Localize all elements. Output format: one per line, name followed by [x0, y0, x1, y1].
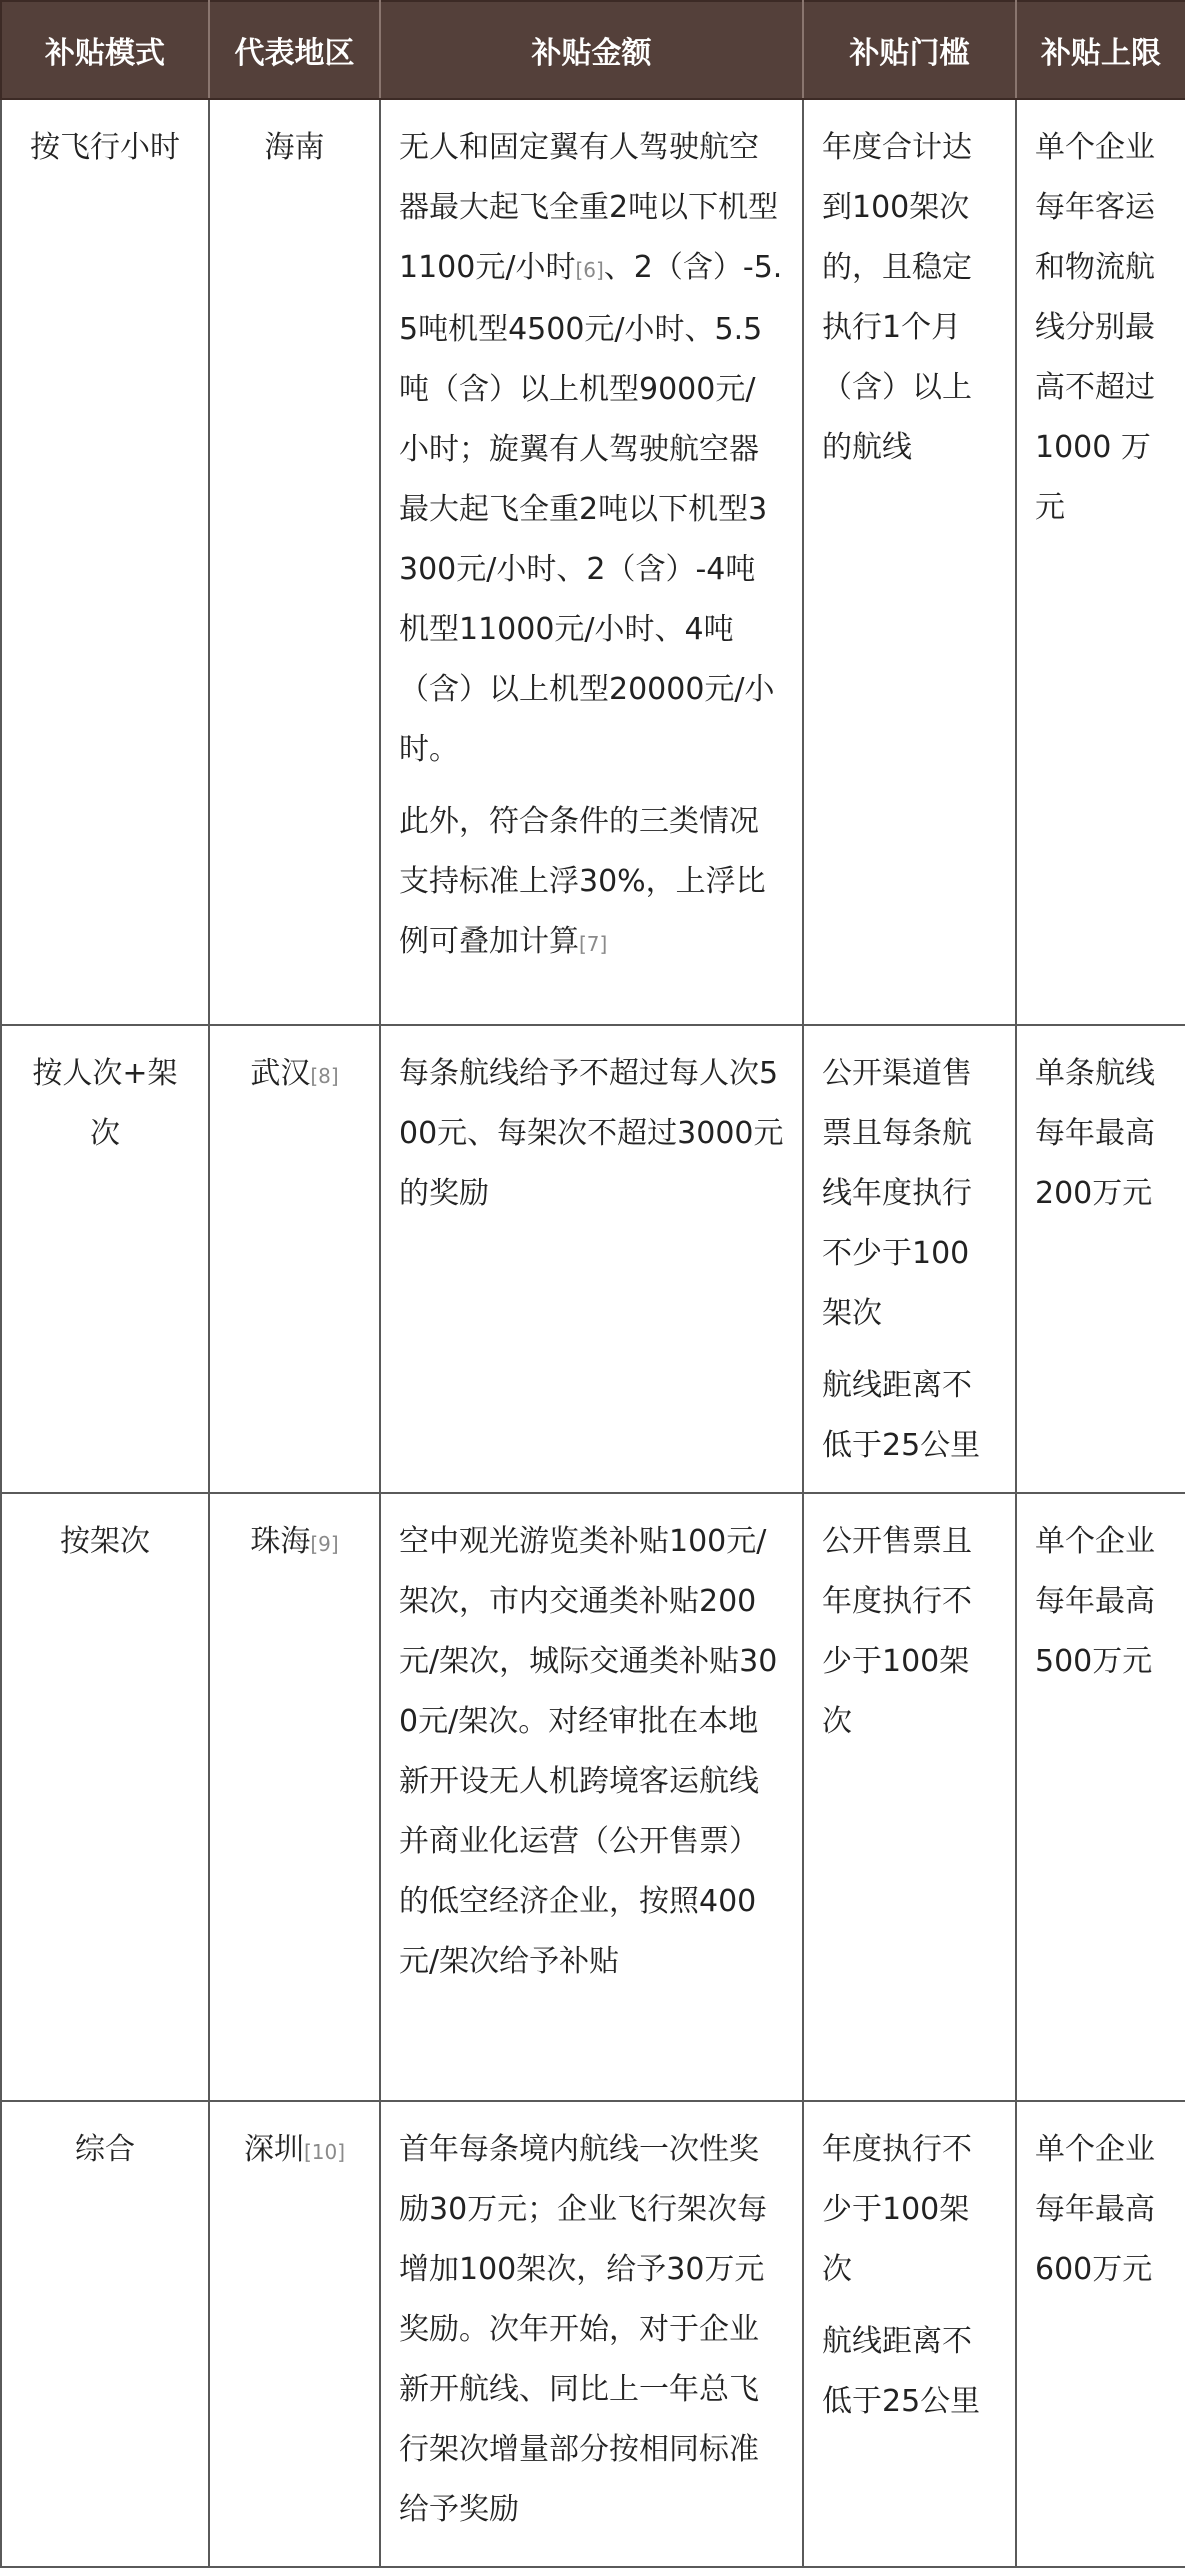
- region-cell: [209, 2101, 380, 2567]
- region-cell: [209, 1025, 380, 1493]
- threshold-cell: [803, 2101, 1016, 2567]
- cap-text: 单个企业每年客运和物流航线分别最高不超过1000 万元: [1035, 130, 1155, 525]
- region-text: 珠海: [250, 1524, 311, 1559]
- header-cap: 补贴上限: [1016, 1, 1185, 99]
- amount-cell: [380, 1025, 803, 1493]
- amount-paragraph-2: [399, 792, 784, 974]
- cap-text: 单个企业每年最高600万元: [1035, 2132, 1155, 2287]
- table-row: [1, 1025, 1185, 1493]
- threshold-cell: [803, 99, 1016, 1025]
- cap-cell: [1016, 2101, 1185, 2567]
- citation-ref[interactable]: [10]: [303, 2140, 346, 2164]
- amount-text-2: 此外，符合条件的三类情况支持标准上浮30%，上浮比例可叠加计算: [399, 804, 766, 959]
- threshold-cell: [803, 1493, 1016, 2101]
- amount-cell: [380, 2101, 803, 2567]
- mode-cell: [1, 2101, 209, 2567]
- table-row: [1, 1493, 1185, 2101]
- mode-text: 按飞行小时: [30, 130, 180, 165]
- cap-text: 单个企业每年最高500万元: [1035, 1524, 1155, 1679]
- table-row: [1, 99, 1185, 1025]
- threshold-text-2: 航线距离不低于25公里: [822, 2324, 981, 2419]
- mode-text: 综合: [75, 2132, 135, 2167]
- threshold-text: 公开渠道售票且每条航线年度执行不少于100架次: [822, 1056, 972, 1331]
- table-row: [1, 2101, 1185, 2567]
- mode-text: 按架次: [60, 1524, 150, 1559]
- region-cell: [209, 99, 380, 1025]
- cap-cell: [1016, 99, 1185, 1025]
- threshold-text-2: 航线距离不低于25公里: [822, 1368, 981, 1463]
- mode-cell: [1, 1493, 209, 2101]
- citation-ref[interactable]: [8]: [310, 1064, 339, 1088]
- cap-cell: [1016, 1493, 1185, 2101]
- header-amount: 补贴金额: [380, 1, 803, 99]
- amount-cell: [380, 99, 803, 1025]
- amount-text: 每条航线给予不超过每人次500元、每架次不超过3000元的奖励: [399, 1056, 784, 1211]
- header-mode: 补贴模式: [1, 1, 209, 99]
- region-text: 深圳: [243, 2132, 304, 2167]
- threshold-text: 公开售票且年度执行不少于100架次: [822, 1524, 972, 1739]
- amount-text: 空中观光游览类补贴100元/架次，市内交通类补贴200元/架次，城际交通类补贴300元/架次。对经审批在本地新开设无人机跨境客运航线并商业化运营（公开售票）的低空经济企业，按照400元/架次给予补贴: [399, 1524, 778, 1979]
- citation-ref[interactable]: [6]: [575, 258, 604, 282]
- header-threshold: 补贴门槛: [803, 1, 1016, 99]
- mode-text: 按人次+架次: [32, 1056, 178, 1151]
- amount-text: 无人和固定翼有人驾驶航空器最大起飞全重2吨以下机型1100元/小时: [399, 130, 779, 285]
- region-text: 武汉: [250, 1056, 311, 1091]
- region-text: 海南: [264, 130, 325, 165]
- region-cell: [209, 1493, 380, 2101]
- header-row: [1, 1, 1185, 99]
- mode-cell: [1, 1025, 209, 1493]
- threshold-text: 年度执行不少于100架次: [822, 2132, 972, 2287]
- mode-cell: [1, 99, 209, 1025]
- header-region: 代表地区: [209, 1, 380, 99]
- amount-paragraph: [399, 118, 784, 780]
- amount-text: 首年每条境内航线一次性奖励30万元；企业飞行架次每增加100架次，给予30万元奖励。次年开始，对于企业新开航线、同比上一年总飞行架次增量部分按相同标准给予奖励: [399, 2132, 768, 2527]
- amount-cell: [380, 1493, 803, 2101]
- cap-text: 单条航线每年最高200万元: [1035, 1056, 1155, 1211]
- threshold-text: 年度合计达到100架次的，且稳定执行1个月（含）以上的航线: [822, 130, 972, 465]
- amount-text-cont: 、2（含）-5.5吨机型4500元/小时、5.5吨（含）以上机型9000元/小时；旋翼有人驾驶航空器最大起飞全重2吨以下机型3300元/小时、2（含）-4吨机型11000元/小时、4吨（含）以上机型20000元/小时。: [399, 250, 783, 767]
- threshold-cell: [803, 1025, 1016, 1493]
- cap-cell: [1016, 1025, 1185, 1493]
- citation-ref[interactable]: [7]: [579, 932, 608, 956]
- citation-ref[interactable]: [9]: [310, 1532, 339, 1556]
